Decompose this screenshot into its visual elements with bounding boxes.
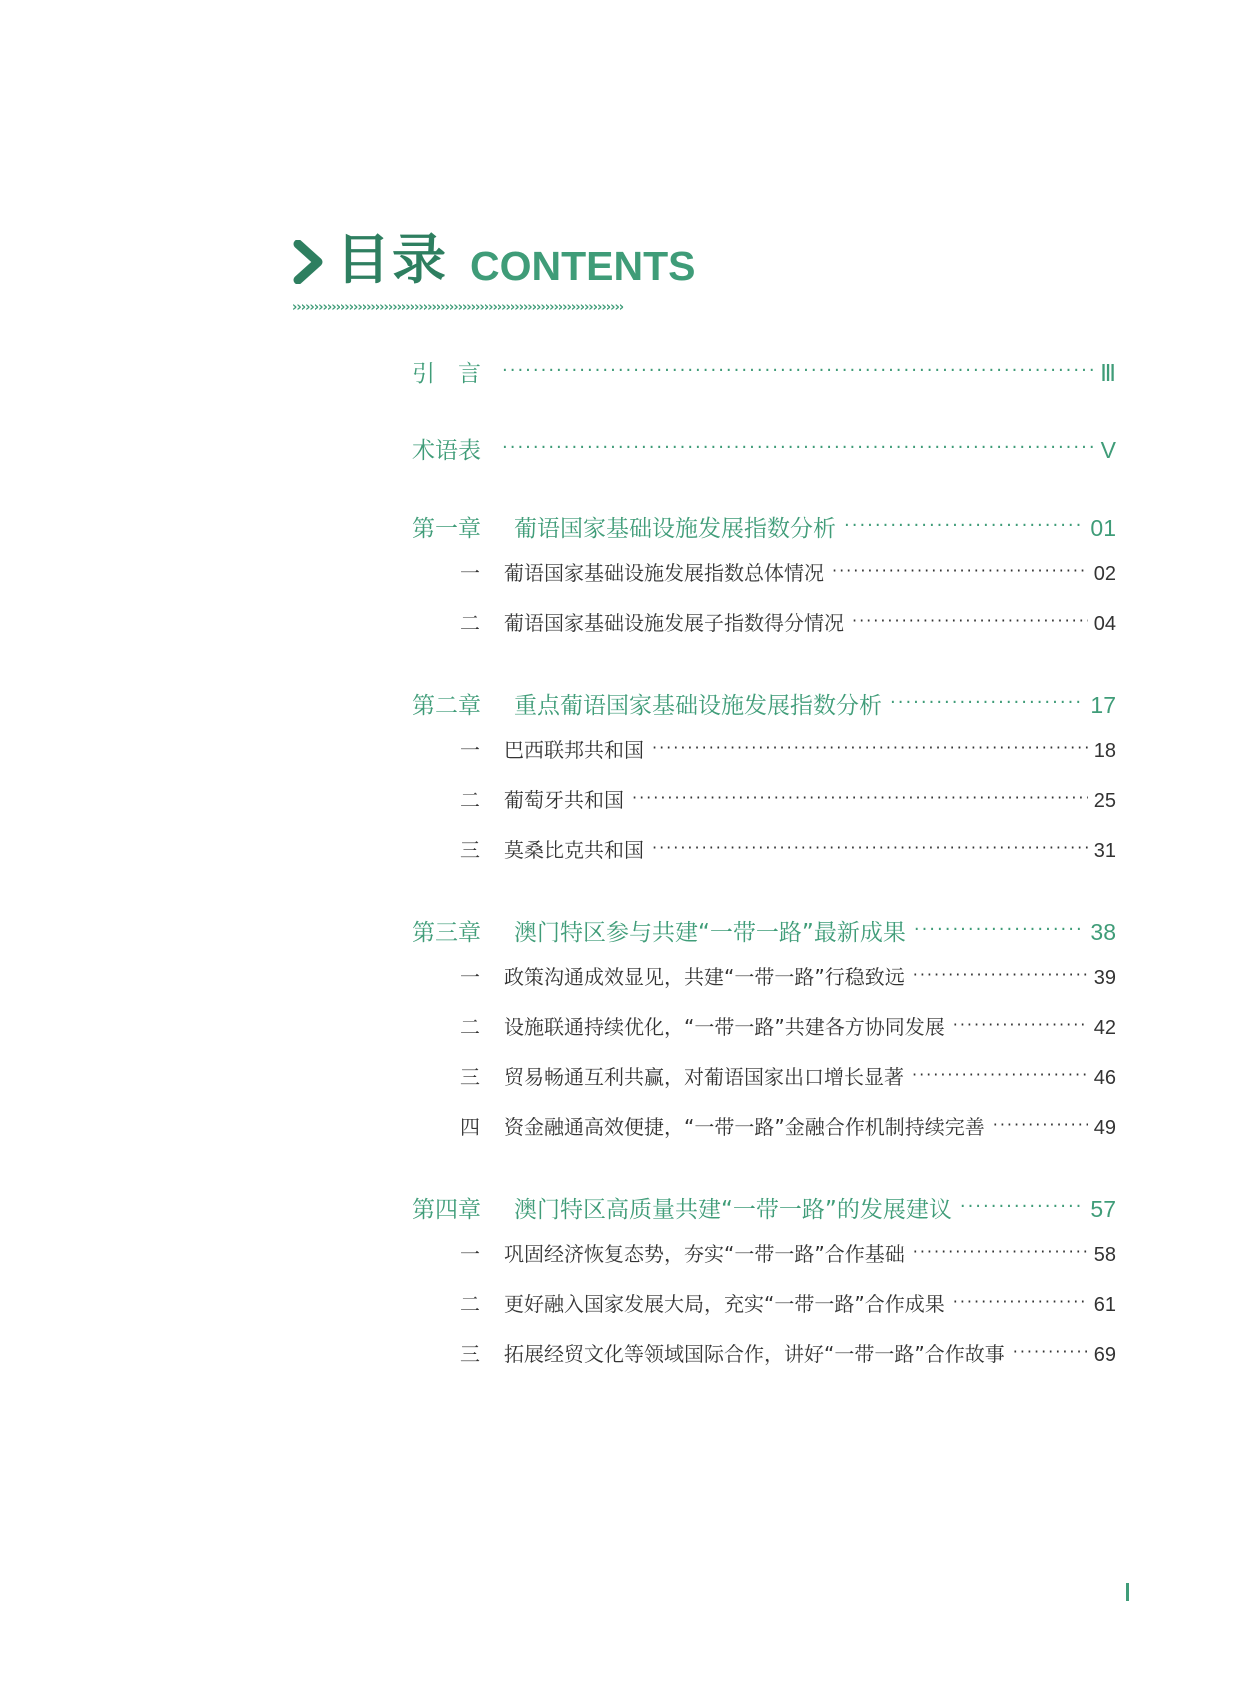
toc-entry[interactable]	[460, 1288, 1116, 1317]
toc-entry-label: 术语表	[412, 438, 481, 464]
toc-entry[interactable]	[460, 1111, 1116, 1140]
toc-entry[interactable]	[460, 1338, 1116, 1367]
toc-entry-page: V	[1100, 437, 1116, 463]
toc-entry[interactable]	[412, 1191, 1116, 1224]
chevron-right-icon	[292, 240, 326, 284]
toc-entry-title: 设施联通持续优化，“一带一路”共建各方协同发展	[504, 1015, 945, 1039]
toc-entry-label: 第一章	[412, 516, 481, 542]
dot-leader	[953, 1291, 1088, 1311]
toc-entry[interactable]	[412, 510, 1116, 543]
dot-leader	[1013, 1341, 1088, 1361]
toc-entry[interactable]	[460, 834, 1116, 863]
toc-entry[interactable]	[412, 355, 1116, 388]
toc-entry-page: 17	[1090, 692, 1116, 718]
toc-entry-title: 葡语国家基础设施发展指数总体情况	[504, 561, 824, 585]
toc-entry-page: 49	[1093, 1117, 1116, 1139]
toc-entry-label: 三	[460, 838, 480, 862]
toc-entry-title: 更好融入国家发展大局，充实“一带一路”合作成果	[504, 1292, 945, 1316]
dot-leader	[502, 435, 1095, 458]
dot-leader	[844, 513, 1084, 536]
toc-entry-page: 18	[1093, 740, 1116, 762]
toc-entry-page: 38	[1090, 919, 1116, 945]
toc-entry-title: 巩固经济恢复态势，夯实“一带一路”合作基础	[504, 1242, 905, 1266]
toc-entry-page: 01	[1090, 515, 1116, 541]
toc-entry[interactable]	[412, 687, 1116, 720]
dot-leader	[913, 964, 1088, 984]
toc-entry-label: 四	[460, 1115, 480, 1139]
toc-entry[interactable]	[460, 961, 1116, 990]
toc-entry-title: 拓展经贸文化等领域国际合作，讲好“一带一路”合作故事	[504, 1342, 1005, 1366]
dot-leader	[652, 837, 1088, 857]
toc-entry[interactable]	[460, 1011, 1116, 1040]
toc-entry-title: 资金融通高效便捷，“一带一路”金融合作机制持续完善	[504, 1115, 985, 1139]
toc-entry-page: 42	[1093, 1017, 1116, 1039]
toc-entry-page: 02	[1093, 563, 1116, 585]
dot-leader	[993, 1114, 1088, 1134]
toc-entry-page: Ⅲ	[1100, 360, 1116, 386]
toc-entry-title: 葡语国家基础设施发展指数分析	[514, 516, 836, 542]
toc-header	[292, 230, 696, 290]
toc-entry-title: 贸易畅通互利共赢，对葡语国家出口增长显著	[504, 1065, 904, 1089]
toc-entry[interactable]	[460, 734, 1116, 763]
toc-entry-page: 57	[1090, 1196, 1116, 1222]
toc-entry-label: 一	[460, 965, 480, 989]
toc-entry-title: 葡萄牙共和国	[504, 788, 624, 812]
toc-entry-label: 三	[460, 1342, 480, 1366]
toc-entry-page: 04	[1093, 613, 1116, 635]
toc-entry-page: 58	[1093, 1244, 1116, 1266]
toc-entry-title: 澳门特区参与共建“一带一路”最新成果	[514, 920, 906, 946]
toc-entry-label: 二	[460, 1292, 480, 1316]
toc-entry[interactable]	[460, 1061, 1116, 1090]
toc-entry-page: 61	[1093, 1294, 1116, 1316]
toc-entry[interactable]	[460, 1238, 1116, 1267]
toc-entry-label: 三	[460, 1065, 480, 1089]
toc-entry-page: 69	[1093, 1344, 1116, 1366]
toc-entry-label: 第三章	[412, 920, 481, 946]
dot-leader	[953, 1014, 1088, 1034]
dot-leader	[502, 358, 1094, 381]
dot-leader	[832, 560, 1088, 580]
dot-leader	[632, 787, 1088, 807]
dot-leader	[913, 1241, 1088, 1261]
toc-entry-title: 澳门特区高质量共建“一带一路”的发展建议	[514, 1197, 952, 1223]
toc-entry-title: 政策沟通成效显见，共建“一带一路”行稳致远	[504, 965, 905, 989]
dot-leader	[914, 917, 1085, 940]
toc-entry-label: 二	[460, 611, 480, 635]
toc-entry-title: 重点葡语国家基础设施发展指数分析	[514, 693, 882, 719]
page-title-en: CONTENTS	[470, 243, 696, 289]
page-number-mark	[1126, 1583, 1129, 1601]
toc-entry-title: 莫桑比克共和国	[504, 838, 644, 862]
toc-entry-label: 一	[460, 1242, 480, 1266]
toc-entry-title: 巴西联邦共和国	[504, 738, 644, 762]
toc-entry-label: 一	[460, 561, 480, 585]
toc-entry-label: 二	[460, 1015, 480, 1039]
page-title-cn: 目录	[336, 228, 448, 291]
toc-entry-label: 二	[460, 788, 480, 812]
toc-entry[interactable]	[460, 784, 1116, 813]
dot-leader	[912, 1064, 1088, 1084]
toc-entry-label: 第四章	[412, 1197, 481, 1223]
toc-entry-label: 一	[460, 738, 480, 762]
toc-entry-page: 25	[1093, 790, 1116, 812]
toc-entry-page: 46	[1093, 1067, 1116, 1089]
toc-entry-title: 葡语国家基础设施发展子指数得分情况	[504, 611, 844, 635]
toc-entry-label: 引 言	[412, 361, 481, 387]
dot-leader	[960, 1194, 1085, 1217]
toc-entry-page: 39	[1093, 967, 1116, 989]
dot-leader	[852, 610, 1088, 630]
dot-leader	[652, 737, 1088, 757]
toc-entry[interactable]	[412, 914, 1116, 947]
toc-entry[interactable]	[412, 432, 1116, 465]
toc-entry[interactable]	[460, 607, 1116, 636]
arrow-divider: ››››››››››››››››››››››››››››››››››››››››››››››››››››››››››››››››››››››››››››	[292, 301, 624, 315]
toc-entry[interactable]	[460, 557, 1116, 586]
toc-entry-page: 31	[1093, 840, 1116, 862]
toc-entry-label: 第二章	[412, 693, 481, 719]
dot-leader	[890, 690, 1084, 713]
